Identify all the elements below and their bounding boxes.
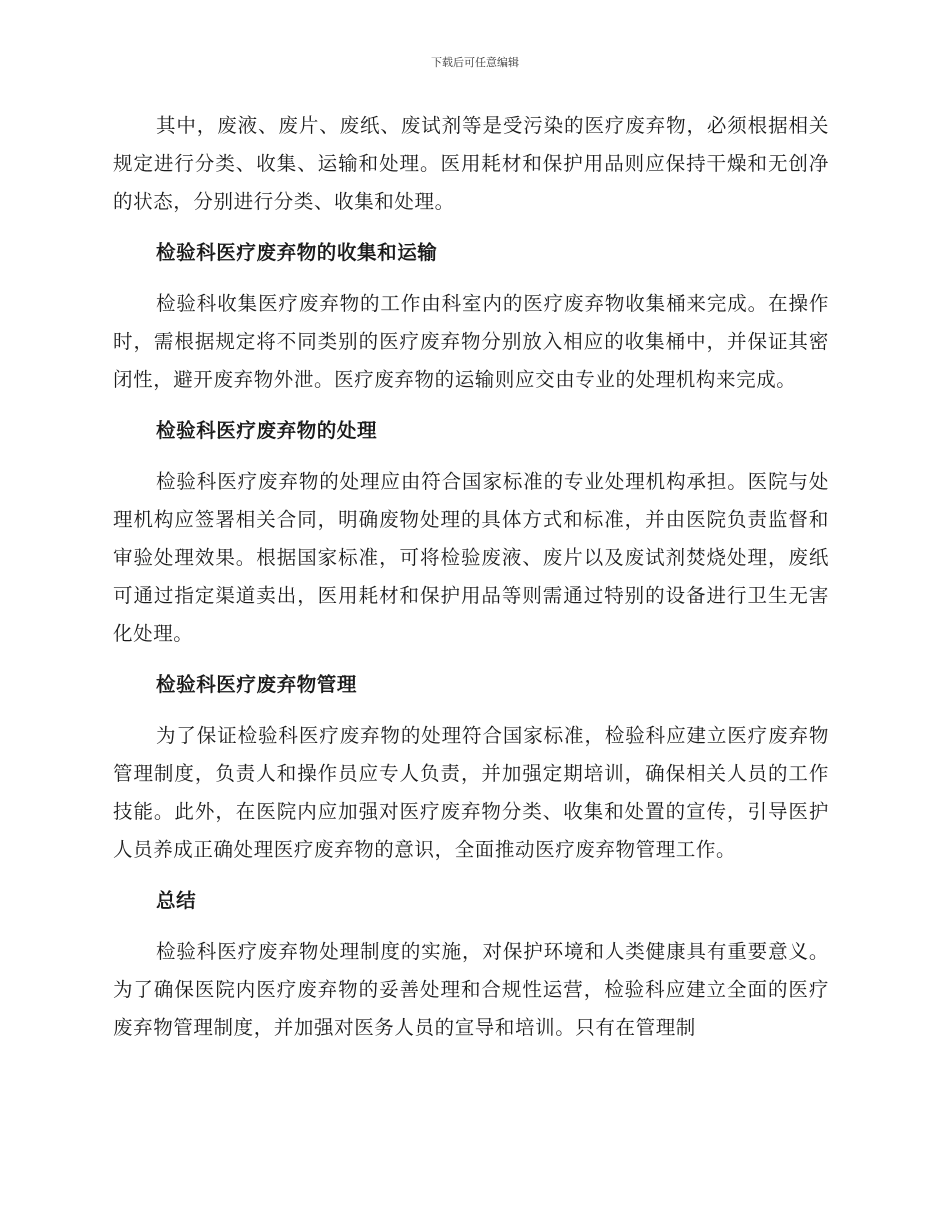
section-heading: 检验科医疗废弃物管理: [156, 673, 358, 696]
paragraph: 其中，废液、废片、废纸、废试剂等是受污染的医疗废弃物，必须根据相关规定进行分类、收集、运输和处理。医用耗材和保护用品则应保持干燥和无创净的状态，分别进行分类、收集和处理。: [113, 114, 829, 213]
paragraph: 检验科医疗废弃物处理制度的实施，对保护环境和人类健康具有重要意义。为了确保医院内医疗废弃物的妥善处理和合规性运营，检验科应建立全面的医疗废弃物管理制度，并加强对医务人员的宣导和培训。只有在管理制: [113, 940, 829, 1039]
page-header: 下载后可任意编辑: [431, 56, 519, 69]
section-heading: 检验科医疗废弃物的处理: [156, 419, 378, 442]
paragraph: 为了保证检验科医疗废弃物的处理符合国家标准，检验科应建立医疗废弃物管理制度，负责人和操作员应专人负责，并加强定期培训，确保相关人员的工作技能。此外，在医院内应加强对医疗废弃物分类、收集和处置的宣传，引导医护人员养成正确处理医疗废弃物的意识，全面推动医疗废弃物管理工作。: [113, 724, 829, 861]
paragraph: 检验科收集医疗废弃物的工作由科室内的医疗废弃物收集桶来完成。在操作时，需根据规定将不同类别的医疗废弃物分别放入相应的收集桶中，并保证其密闭性，避开废弃物外泄。医疗废弃物的运输则应交由专业的处理机构来完成。: [113, 292, 829, 391]
document-body: [113, 107, 829, 1060]
section-heading: 总结: [156, 889, 197, 912]
paragraph: 检验科医疗废弃物的处理应由符合国家标准的专业处理机构承担。医院与处理机构应签署相关合同，明确废物处理的具体方式和标准，并由医院负责监督和审验处理效果。根据国家标准，可将检验废液、废片以及废试剂焚烧处理，废纸可通过指定渠道卖出，医用耗材和保护用品等则需通过特别的设备进行卫生无害化处理。: [113, 470, 829, 645]
section-heading: 检验科医疗废弃物的收集和运输: [156, 241, 438, 264]
